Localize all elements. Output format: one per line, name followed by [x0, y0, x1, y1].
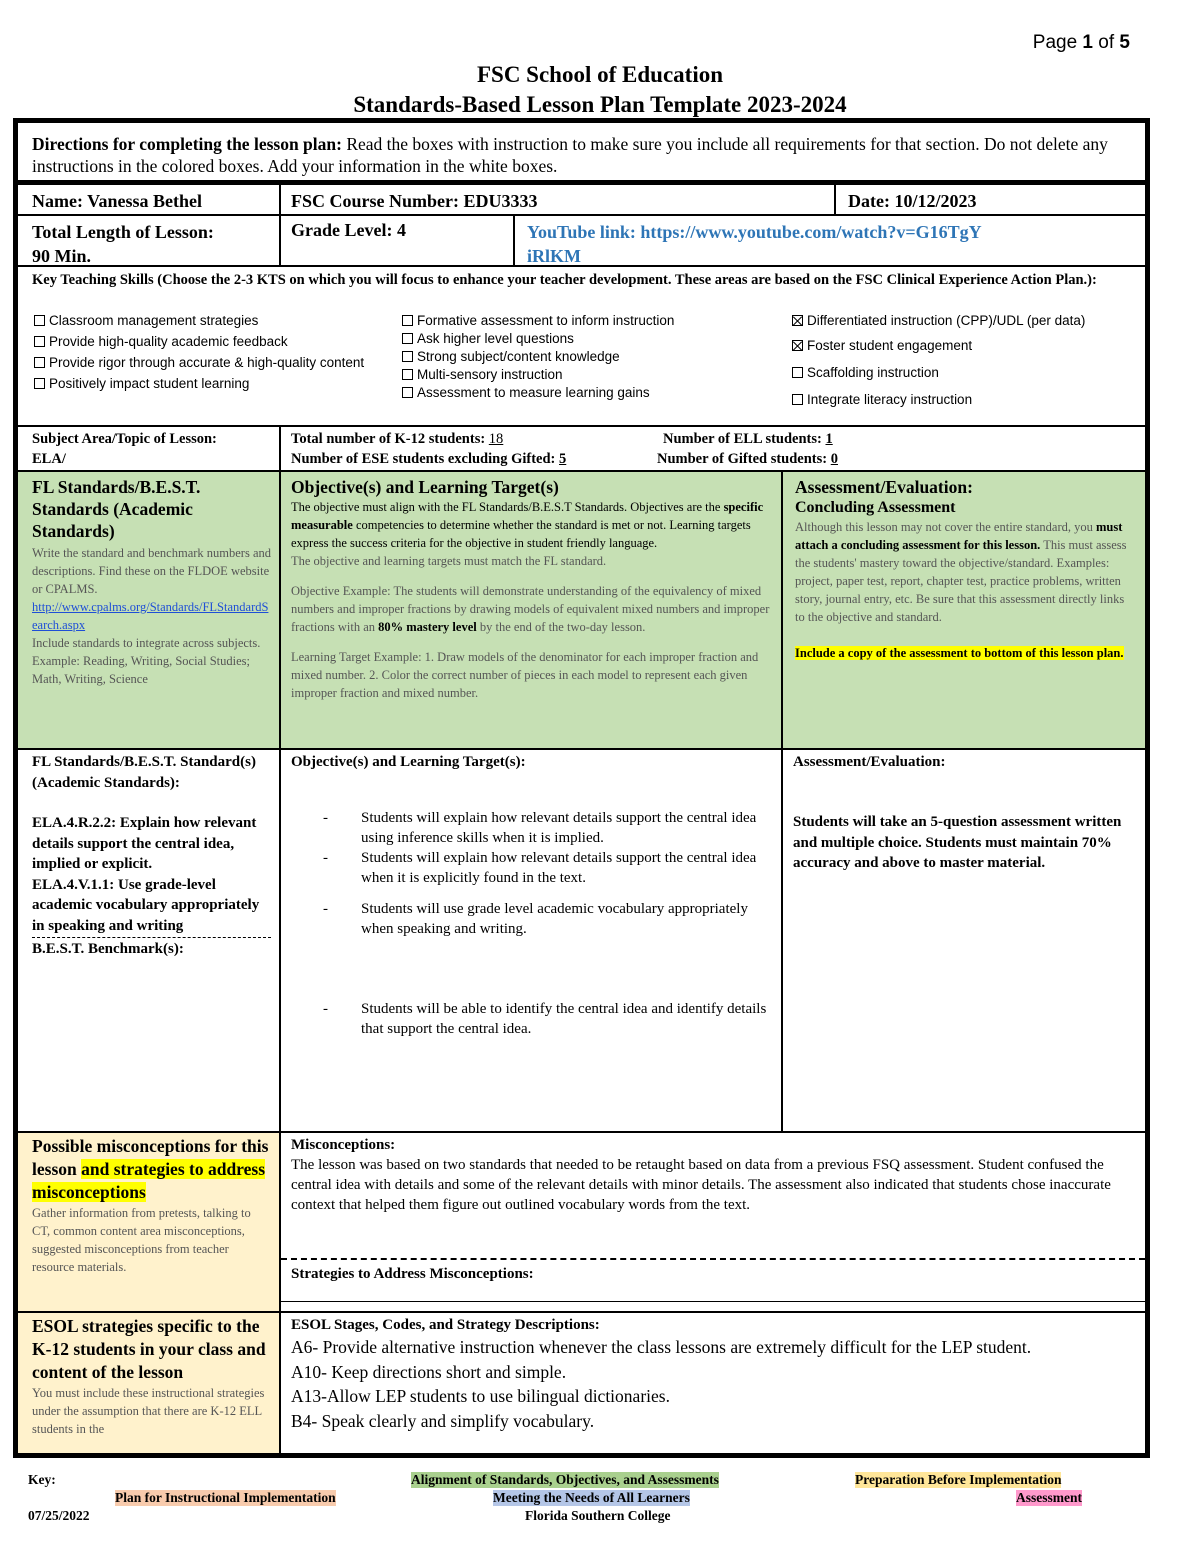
- strategies-label: Strategies to Address Misconceptions:: [291, 1266, 534, 1282]
- benchmark-heading: B.E.S.T. Benchmark(s):: [32, 937, 271, 960]
- grade-level: Grade Level: 4: [281, 216, 513, 265]
- kts-heading: Key Teaching Skills (Choose the 2-3 KTS on which you will focus to enhance your teacher development. These areas are based on the FSC Clinical Experience Action Plan.):: [32, 272, 1097, 288]
- kts-item[interactable]: Multi-sensory instruction: [402, 366, 782, 384]
- kts-item[interactable]: Ask higher level questions: [402, 330, 782, 348]
- kts-item[interactable]: Classroom management strategies: [34, 312, 374, 330]
- checkbox-icon[interactable]: [792, 367, 803, 378]
- checked-box-icon[interactable]: [792, 340, 803, 351]
- checkbox-icon[interactable]: [34, 378, 45, 389]
- misconceptions-text: The lesson was based on two standards that needed to be retaught based on data from a previous FSQ assessment. Student confused the central idea with details and some of the relevant details with minor details. The assessment also indicated that students chose inaccurate context that helped them figure out outlined vocabulary words from the text.: [291, 1157, 1111, 1213]
- checkbox-icon[interactable]: [34, 336, 45, 347]
- kts-item[interactable]: Foster student engagement: [792, 337, 1122, 355]
- key-label: Key:: [28, 1472, 56, 1487]
- objectives-content: Objective(s) and Learning Target(s): - Students will explain how relevant details support the central idea using inference skills when it is implied. - Students will explain how relevant details support the central idea when it is explicitly found in the text. - Students will use grade level academic vocabulary appropriately when speaking and writing. - Students will be able to identify the central idea and identify details that support the central idea.: [281, 750, 781, 1131]
- checkbox-icon[interactable]: [792, 394, 803, 405]
- subject-label: Subject Area/Topic of Lesson:: [32, 431, 217, 447]
- lesson-length-label: Total Length of Lesson:: [32, 222, 214, 242]
- directions-text: Read the boxes with instruction to make sure you include all requirements for that section. Do not delete any instructions in the colored boxes. Add your information in the white boxes.: [32, 134, 1108, 176]
- kts-column-2: [402, 312, 782, 402]
- standard-2: ELA.4.V.1.1: Use grade-level academic vocabulary appropriately in speaking and writing: [32, 876, 260, 934]
- assessment-note: Include a copy of the assessment to bottom of this lesson plan.: [795, 646, 1124, 660]
- standards-content: FL Standards/B.E.S.T. Standard(s) (Academic Standards): ELA.4.R.2.2: Explain how relevant details support the central idea, implied or explicit. ELA.4.V.1.1: Use grade-level academic vocabulary appropriately in speaking and writing B.E.S.T. Benchmark(s):: [18, 750, 279, 1131]
- total-students: Total number of K-12 students: 18: [291, 431, 504, 447]
- document-subtitle: Standards-Based Lesson Plan Template 2023-2024: [353, 92, 847, 117]
- standards-guide: FL Standards/B.E.S.T. Standards (Academic Standards) Write the standard and benchmark numbers and descriptions. Find these on the FLDOE website or CPALMS. http://www.cpalms.org/Standards/FLStandardSearch.aspx Include standards to integrate across subjects. Example: Reading, Writing, Social Studies; Math, Writing, Science: [18, 472, 279, 748]
- key-preparation: Preparation Before Implementation: [855, 1472, 1062, 1487]
- esol-item: A10- Keep directions short and simple.: [291, 1361, 567, 1382]
- info-row-length: [18, 216, 1145, 265]
- checkbox-icon[interactable]: [402, 387, 413, 398]
- lesson-plan-table: [13, 118, 1150, 1458]
- objective-item: - Students will explain how relevant details support the central idea using inference skills when it is implied.: [323, 810, 757, 846]
- ell-students: Number of ELL students: 1: [663, 431, 833, 447]
- page-number: Page 1 of 5: [1032, 32, 1130, 53]
- subject-value: ELA/: [32, 451, 66, 467]
- esol-item: A13-Allow LEP students to use bilingual dictionaries.: [291, 1386, 670, 1406]
- content-row: [18, 750, 1145, 1131]
- kts-item[interactable]: Assessment to measure learning gains: [402, 384, 782, 402]
- kts-item[interactable]: Positively impact student learning: [34, 375, 374, 393]
- objective-item: - Students will explain how relevant details support the central idea when it is explicitly found in the text.: [323, 850, 757, 886]
- kts-column-1: [34, 312, 374, 393]
- guide-row: [18, 472, 1145, 748]
- kts-item[interactable]: Differentiated instruction (CPP)/UDL (per data): [792, 312, 1122, 330]
- checkbox-icon[interactable]: [402, 333, 413, 344]
- checkbox-icon[interactable]: [402, 369, 413, 380]
- checkbox-icon[interactable]: [34, 357, 45, 368]
- objective-item: - Students will use grade level academic vocabulary appropriately when speaking and writing.: [323, 901, 748, 937]
- document-title: FSC School of Education: [476, 62, 723, 87]
- assessment-guide: Assessment/Evaluation: Concluding Assessment Although this lesson may not cover the entire standard, you must attach a concluding assessment for this lesson. This must assess the students' mastery toward the objective/standard. Examples: project, paper test, report, chapter test, practice problems, written story, journal entry, etc. Be sure that this assessment directly links to the objective and standard. Include a copy of the assessment to bottom of this lesson plan.: [783, 472, 1145, 748]
- ese-students: Number of ESE students excluding Gifted: 5: [291, 451, 567, 467]
- info-row-name: [18, 185, 1145, 214]
- kts-column-3: [792, 312, 1122, 409]
- esol-row: [18, 1313, 1145, 1453]
- key-alignment: Alignment of Standards, Objectives, and Assessments: [411, 1472, 719, 1487]
- directions-row: [18, 123, 1145, 180]
- esol-content: ESOL Stages, Codes, and Strategy Descriptions: A6- Provide alternative instruction whenever the class lessons are extremely difficult for the LEP student. A10- Keep directions short and simple. A13-Allow LEP students to use bilingual dictionaries. B4- Speak clearly and simplify vocabulary.: [281, 1313, 1145, 1453]
- esol-guide: ESOL strategies specific to the K-12 students in your class and content of the lesson You must include these instructional strategies under the assumption that there are K-12 ELL students in the: [18, 1313, 279, 1453]
- cpalms-link[interactable]: http://www.cpalms.org/Standards/FLStandardSearch.aspx: [32, 600, 269, 632]
- misconceptions-guide: Possible misconceptions for this lesson and strategies to address misconceptions Gather information from pretests, talking to CT, common content area misconceptions, suggested misconceptions from teacher resource materials.: [18, 1133, 279, 1311]
- youtube-link[interactable]: YouTube link: https://www.youtube.com/watch?v=G16TgYiRlKM: [515, 216, 1145, 265]
- checkbox-icon[interactable]: [34, 315, 45, 326]
- kts-item[interactable]: Integrate literacy instruction: [792, 391, 1122, 409]
- key-needs: Meeting the Needs of All Learners: [493, 1490, 690, 1505]
- course-number: FSC Course Number: EDU3333: [281, 185, 834, 214]
- color-key: [0, 1468, 1200, 1548]
- gifted-students: Number of Gifted students: 0: [657, 451, 838, 467]
- kts-item[interactable]: Formative assessment to inform instruction: [402, 312, 782, 330]
- esol-item: B4- Speak clearly and simplify vocabulary.: [291, 1410, 595, 1431]
- misconceptions-content: Misconceptions: The lesson was based on two standards that needed to be retaught based on data from a previous FSQ assessment. Student confused the central idea with details and some of the relevant details with minor details. The assessment also indicated that students chose inaccurate context that helped them figure out outlined vocabulary words from the text. Strategies to Address Misconceptions:: [281, 1133, 1145, 1311]
- kts-item[interactable]: Provide rigor through accurate & high-quality content: [34, 354, 374, 372]
- misconceptions-row: [18, 1133, 1145, 1311]
- subject-row: [18, 427, 1145, 470]
- key-teaching-skills-row: [18, 267, 1145, 425]
- student-name: Name: Vanessa Bethel: [18, 185, 279, 214]
- esol-item: A6- Provide alternative instruction whenever the class lessons are extremely difficult for the LEP student.: [291, 1337, 1032, 1357]
- standard-1: ELA.4.R.2.2: Explain how relevant details support the central idea, implied or explicit.: [32, 815, 257, 872]
- objective-item: - Students will be able to identify the central idea and identify details that support the central idea.: [323, 1001, 767, 1037]
- directions-heading: Directions for completing the lesson plan:: [32, 134, 342, 154]
- checked-box-icon[interactable]: [792, 315, 803, 326]
- lesson-date: Date: 10/12/2023: [836, 185, 1145, 214]
- footer-college: Florida Southern College: [525, 1508, 671, 1523]
- checkbox-icon[interactable]: [402, 315, 413, 326]
- assessment-content: Assessment/Evaluation: Students will take an 5-question assessment written and multiple choice. Students must maintain 70% accuracy and above to master material.: [783, 750, 1145, 1131]
- kts-item[interactable]: Provide high-quality academic feedback: [34, 333, 374, 351]
- key-assessment: Assessment: [1016, 1490, 1082, 1505]
- lesson-length-value: 90 Min.: [32, 246, 92, 265]
- kts-item[interactable]: Strong subject/content knowledge: [402, 348, 782, 366]
- footer-date: 07/25/2022: [28, 1508, 90, 1523]
- key-plan: Plan for Instructional Implementation: [115, 1490, 336, 1505]
- checkbox-icon[interactable]: [402, 351, 413, 362]
- kts-item[interactable]: Scaffolding instruction: [792, 364, 1122, 382]
- objective-guide: Objective(s) and Learning Target(s) The objective must align with the FL Standards/B.E.S.T Standards. Objectives are the specific measurable competencies to determine whether the standard is met or not. Learning targets express the success criteria for the objective in student friendly language. The objective and learning targets must match the FL standard. Objective Example: The students will demonstrate understanding of the equivalency of mixed numbers and improper fractions by drawing models of equivalent mixed numbers and improper fractions with an 80% mastery level by the end of the two-day lesson. Learning Target Example: 1. Draw models of the denominator for each improper fraction and mixed number. 2. Color the correct number of pieces in each model to represent each given improper fraction and mixed number.: [281, 472, 781, 748]
